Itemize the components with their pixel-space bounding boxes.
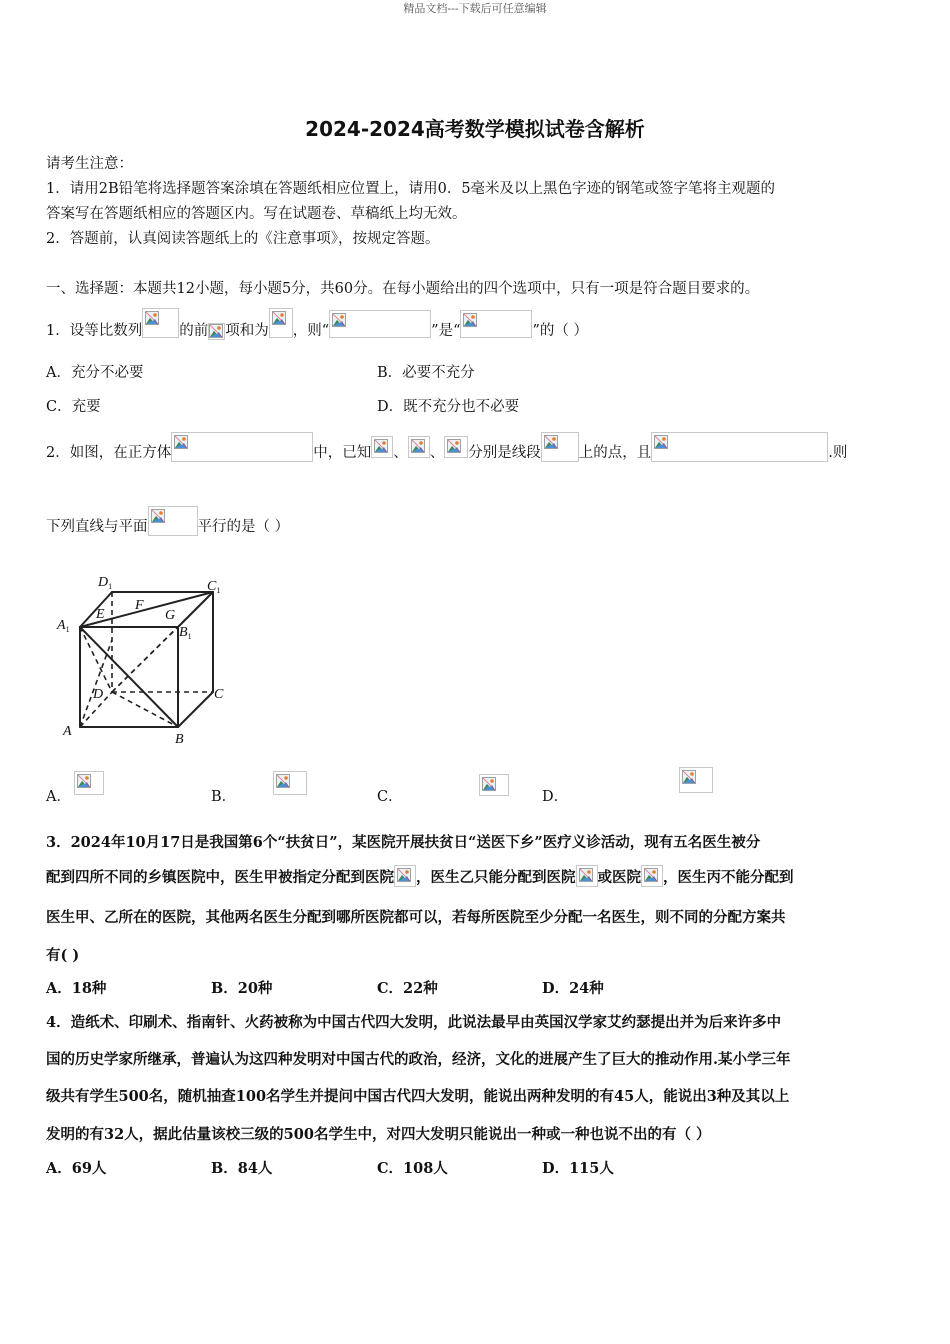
edge-b-c <box>178 692 213 727</box>
question-4-line4: 发明的有32人，据此估量该校三级的500名学生中，对四大发明只能说出一种或一种也说不出的有（ ） <box>46 1126 711 1143</box>
label-f: F <box>135 598 144 613</box>
broken-image-icon <box>397 868 411 882</box>
question-2-line2 <box>46 498 289 536</box>
formula-image <box>408 436 430 458</box>
question-4: 4．造纸术、印刷术、指南针、火药被称为中国古代四大发明，此说法最早由英国汉学家艾约瑟提出并为后来许多中 <box>46 1014 782 1031</box>
option-a: A．充分不必要 <box>46 365 144 381</box>
label-b: B <box>175 732 184 747</box>
q2-text: 2．如图，在正方体 <box>46 445 172 461</box>
formula-image <box>148 506 198 536</box>
option-d: D．既不充分也不必要 <box>377 399 520 415</box>
q1-text: ，则“ <box>292 323 330 339</box>
q2-text: 分别是线段 <box>468 445 541 461</box>
question-4-line2: 国的历史学家所继承，普遍认为这四种发明对中国古代的政治，经济，文化的进展产生了巨大的推动作用.某小学三年 <box>46 1051 791 1068</box>
broken-image-icon <box>77 774 91 788</box>
q2-text: 、 <box>429 445 445 461</box>
label-a1: $A_1$ <box>57 618 70 634</box>
question-3-line4: 有( ) <box>46 947 80 964</box>
option-c: C．108人 <box>377 1160 448 1177</box>
label-d: D <box>93 687 104 702</box>
formula-image <box>208 323 225 340</box>
question-3-line2 <box>46 865 794 887</box>
notice-line: 答案写在答题纸相应的答题区内。写在试题卷、草稿纸上均无效。 <box>46 206 467 222</box>
cube-figure <box>50 565 250 750</box>
formula-image <box>269 308 293 338</box>
q2-text: 中，已知 <box>313 445 372 461</box>
label-e: E <box>96 607 105 622</box>
hidden-line-d-b1 <box>112 627 178 692</box>
question-1 <box>46 300 588 340</box>
question-3: 3．2024年10月17日是我国第6个“扶贫日”，某医院开展扶贫日“送医下乡”医疗义诊活动，现有五名医生被分 <box>46 834 761 851</box>
question-2 <box>46 424 847 462</box>
q1-text: 项和为 <box>225 323 269 339</box>
q3-text: ，医生丙不能分配到 <box>663 868 794 886</box>
broken-image-icon <box>654 435 668 449</box>
option-c-image <box>479 774 509 796</box>
broken-image-icon <box>682 770 696 784</box>
formula-image <box>329 310 431 338</box>
q3-text: ，医生乙只能分配到医院 <box>416 868 576 886</box>
option-b: B．20种 <box>211 980 273 997</box>
q2-text: 平行的是（ ） <box>197 519 290 535</box>
question-3-line3: 医生甲、乙所在的医院，其他两名医生分配到哪所医院都可以，若每所医院至少分配一名医生，则不同的分配方案共 <box>46 909 786 926</box>
q2-text: 上的点，且 <box>578 445 652 461</box>
formula-image <box>651 432 828 462</box>
hidden-line-a-e <box>80 640 112 727</box>
notice-heading: 请考生注意： <box>46 156 133 172</box>
q3-text: 或医院 <box>597 868 641 886</box>
q2-text: .则 <box>828 445 848 461</box>
formula-image <box>460 310 532 338</box>
label-c1: $C_1$ <box>207 579 221 595</box>
hidden-line-d-b <box>112 692 178 727</box>
label-a: A <box>63 724 72 739</box>
option-d: D．115人 <box>542 1160 614 1177</box>
option-d-image <box>679 767 713 793</box>
formula-image <box>541 432 579 462</box>
broken-image-icon <box>174 435 188 449</box>
option-c: C．22种 <box>377 980 438 997</box>
broken-image-icon <box>332 313 346 327</box>
option-c: C． <box>377 789 403 805</box>
formula-image <box>641 865 663 887</box>
notice-line: 1．请用2B铅笔将选择题答案涂填在答题纸相应位置上，请用0．5毫米及以上黑色字迹的钢笔或签字笔将主观题的 <box>46 181 776 197</box>
label-c: C <box>214 687 224 702</box>
q2-text: 下列直线与平面 <box>46 519 148 535</box>
broken-image-icon <box>272 311 286 325</box>
option-a-image <box>74 771 104 795</box>
option-c: C．充要 <box>46 399 101 415</box>
q1-text: 1．设等比数列 <box>46 323 143 339</box>
page-header: 精品文档---下载后可任意编辑 <box>403 2 547 15</box>
formula-image <box>444 436 468 458</box>
q2-text: 、 <box>393 445 408 461</box>
option-b: B．必要不充分 <box>377 365 475 381</box>
broken-image-icon <box>151 509 165 523</box>
broken-image-icon <box>482 777 496 791</box>
label-b1: $B_1$ <box>179 625 192 641</box>
broken-image-icon <box>579 868 593 882</box>
broken-image-icon <box>447 439 461 453</box>
option-a: A． <box>46 789 71 805</box>
formula-image <box>576 865 598 887</box>
broken-image-icon <box>544 435 558 449</box>
q1-text: 的前 <box>179 323 209 339</box>
option-b-image <box>273 771 307 795</box>
q3-text: 配到四所不同的乡镇医院中，医生甲被指定分配到医院 <box>46 868 394 886</box>
broken-image-icon <box>145 311 159 325</box>
option-b: B．84人 <box>211 1160 273 1177</box>
broken-image-icon <box>463 313 477 327</box>
broken-image-icon <box>411 439 425 453</box>
broken-image-icon <box>644 868 658 882</box>
question-4-line3: 级共有学生500名，随机抽查100名学生并提问中国古代四大发明，能说出两种发明的有45人，能说出3种及其以上 <box>46 1088 790 1105</box>
formula-image <box>142 308 179 338</box>
formula-image <box>371 436 393 458</box>
broken-image-icon <box>276 774 290 788</box>
section-heading: 一、选择题：本题共12小题，每小题5分，共60分。在每小题给出的四个选项中，只有一项是符合题目要求的。 <box>46 281 760 297</box>
formula-image <box>394 865 416 887</box>
option-b: B． <box>211 789 237 805</box>
option-d: D．24种 <box>542 980 604 997</box>
page-title: 2024-2024高考数学模拟试卷含解析 <box>305 117 645 141</box>
formula-image <box>171 432 313 462</box>
broken-image-icon <box>209 324 223 338</box>
q1-text: ”是“ <box>431 323 461 339</box>
option-d: D． <box>542 789 569 805</box>
label-g: G <box>165 608 176 623</box>
label-d1: $D_1$ <box>98 575 113 591</box>
notice-line: 2．答题前，认真阅读答题纸上的《注意事项》，按规定答题。 <box>46 231 440 247</box>
broken-image-icon <box>374 439 388 453</box>
option-a: A．18种 <box>46 980 107 997</box>
q1-text: ”的（ ） <box>532 323 589 339</box>
option-a: A．69人 <box>46 1160 107 1177</box>
